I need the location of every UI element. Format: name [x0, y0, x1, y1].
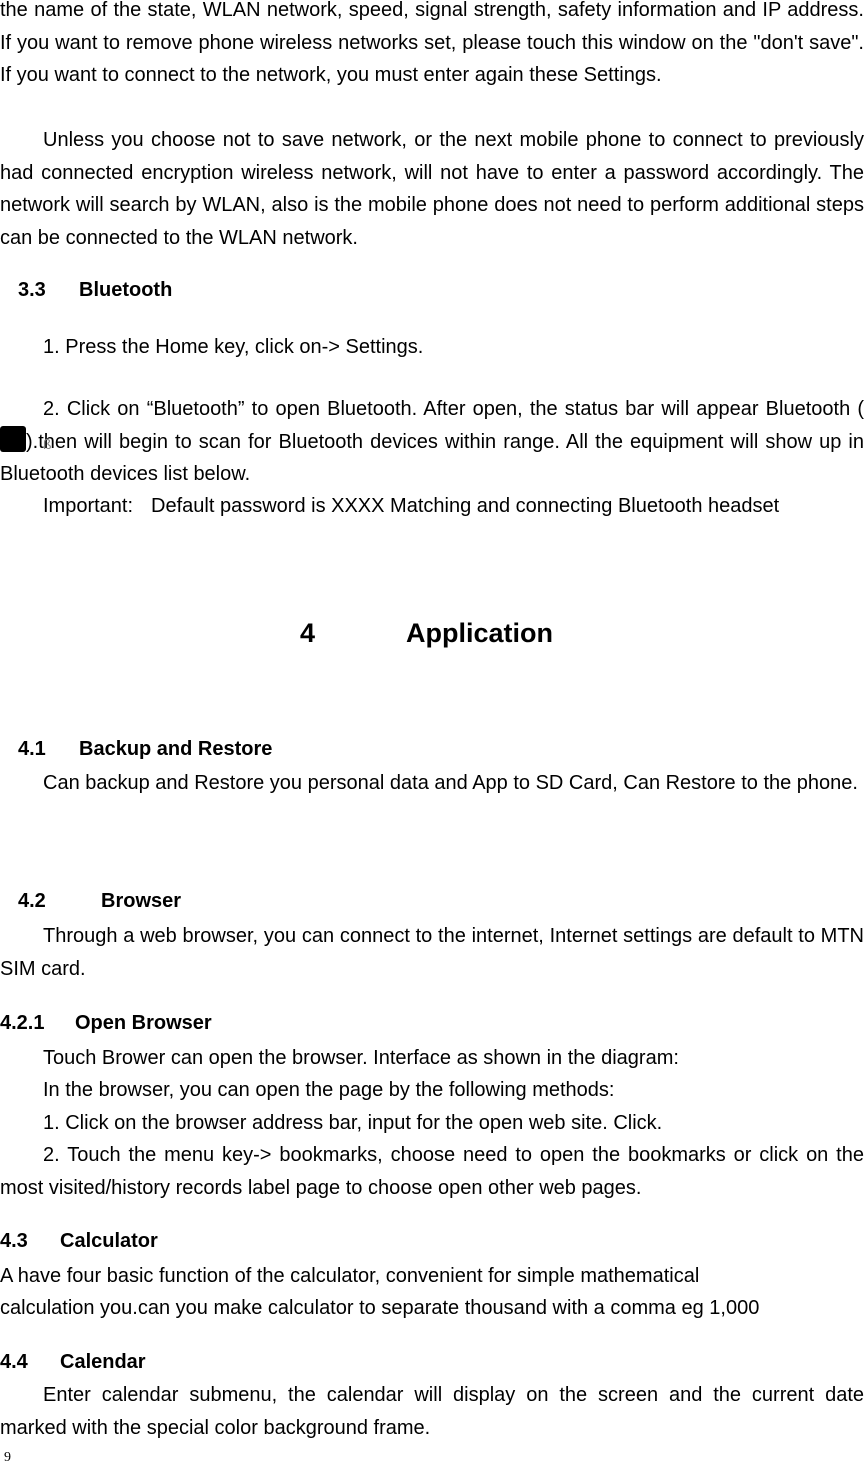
bluetooth-step-1: 1. Press the Home key, click on-> Settings.: [43, 336, 424, 358]
open-browser-line-2: In the browser, you can open the page by the following methods:: [43, 1079, 615, 1101]
chapter-number: 4: [300, 618, 316, 648]
step2-text-a: 2. Click on “Bluetooth” to open Bluetooth. After open, the status bar will appear Bluetooth (: [43, 398, 864, 420]
section-number: 4.3: [0, 1230, 28, 1252]
section-title: Calculator: [60, 1230, 158, 1252]
open-browser-line-3: 1. Click on the browser address bar, input for the open web site. Click.: [43, 1112, 663, 1134]
calculator-line-2: calculation you.can you make calculator to separate thousand with a comma eg 1,000: [0, 1297, 760, 1319]
section-number: 4.2.1: [0, 1012, 45, 1034]
important-label: Important:: [43, 495, 134, 517]
bluetooth-step-2: [0, 393, 864, 491]
step2-text-b: ).then will begin to scan for Bluetooth devices within range. All the equipment will show up in Bluetooth devices list below.: [0, 430, 864, 485]
wlan-paragraph-2: Unless you choose not to save network, or the next mobile phone to connect to previously had connected encryption wireless network, will not have to enter a password accordingly. The network will search by WLAN, also is the mobile phone does not need to perform additional steps can be connected to the WLAN network.: [0, 129, 864, 249]
section-number: 4.4: [0, 1351, 28, 1373]
calendar-text: Enter calendar submenu, the calendar will display on the screen and the current date marked with the special color background frame.: [0, 1384, 864, 1439]
wlan-paragraph-1: the name of the state, WLAN network, speed, signal strength, safety information and IP address. If you want to remove phone wireless networks set, please touch this window on the "don't save". If you want to connect to the network, you must enter again these Settings.: [0, 0, 864, 86]
calculator-line-1: A have four basic function of the calculator, convenient for simple mathematical: [0, 1265, 700, 1287]
section-number: 4.2: [18, 890, 46, 912]
section-title: Calendar: [60, 1351, 146, 1373]
chapter-title: Application: [406, 618, 553, 648]
bluetooth-important: [43, 490, 864, 523]
section-title: Browser: [101, 890, 182, 912]
open-browser-line-1: Touch Brower can open the browser. Interface as shown in the diagram:: [43, 1047, 679, 1069]
section-title: Open Browser: [75, 1012, 212, 1034]
open-browser-line-4: 2. Touch the menu key-> bookmarks, choose need to open the bookmarks or click on the most visited/history records label page to choose open other web pages.: [0, 1144, 864, 1199]
page-number: 9: [4, 1450, 11, 1465]
browser-text: Through a web browser, you can connect to the internet, Internet settings are default to MTN SIM card.: [0, 925, 864, 980]
section-title: Backup and Restore: [79, 738, 273, 760]
section-number: 4.1: [18, 738, 46, 760]
bluetooth-status-icon: [0, 426, 26, 452]
section-title: Bluetooth: [79, 279, 173, 301]
section-number: 3.3: [18, 279, 46, 301]
important-text: Default password is XXXX Matching and connecting Bluetooth headset: [151, 495, 780, 517]
chapter-heading: [0, 618, 864, 652]
backup-restore-text: Can backup and Restore you personal data and App to SD Card, Can Restore to the phone.: [43, 772, 858, 794]
